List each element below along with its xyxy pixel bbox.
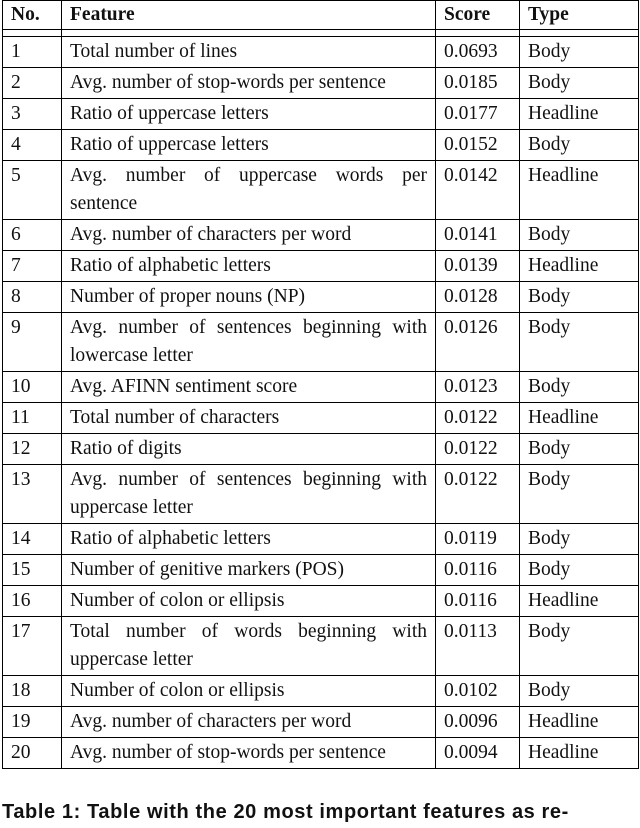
table-row [3, 465, 639, 524]
row-feature: Number of colon or ellipsis [62, 586, 436, 617]
header-feature: Feature [62, 1, 436, 30]
table-row [3, 313, 639, 372]
header-no: No. [3, 1, 62, 30]
row-feature: Avg. number of sentences beginning with uppercase letter [62, 465, 436, 524]
row-number: 16 [3, 586, 62, 617]
table-row [3, 403, 639, 434]
row-feature: Total number of words beginning with uppercase letter [62, 617, 436, 676]
row-feature: Number of proper nouns (NP) [62, 282, 436, 313]
row-type: Headline [520, 99, 639, 130]
row-number: 3 [3, 99, 62, 130]
row-type: Body [520, 313, 639, 372]
row-number: 5 [3, 161, 62, 220]
row-score: 0.0096 [436, 707, 520, 738]
row-type: Headline [520, 161, 639, 220]
row-number: 9 [3, 313, 62, 372]
row-score: 0.0122 [436, 403, 520, 434]
row-score: 0.0102 [436, 676, 520, 707]
row-feature: Number of colon or ellipsis [62, 676, 436, 707]
row-score: 0.0177 [436, 99, 520, 130]
table-row [3, 434, 639, 465]
row-score: 0.0152 [436, 130, 520, 161]
row-number: 15 [3, 555, 62, 586]
row-feature: Avg. AFINN sentiment score [62, 372, 436, 403]
row-type: Body [520, 37, 639, 68]
row-score: 0.0185 [436, 68, 520, 99]
row-score: 0.0119 [436, 524, 520, 555]
row-score: 0.0128 [436, 282, 520, 313]
row-number: 4 [3, 130, 62, 161]
row-score: 0.0126 [436, 313, 520, 372]
row-feature: Number of genitive markers (POS) [62, 555, 436, 586]
table-row [3, 130, 639, 161]
row-score: 0.0122 [436, 465, 520, 524]
row-feature: Ratio of uppercase letters [62, 99, 436, 130]
table-row [3, 220, 639, 251]
row-type: Headline [520, 586, 639, 617]
row-type: Body [520, 524, 639, 555]
row-type: Headline [520, 251, 639, 282]
row-feature: Total number of lines [62, 37, 436, 68]
row-feature: Total number of characters [62, 403, 436, 434]
row-score: 0.0122 [436, 434, 520, 465]
table-row [3, 617, 639, 676]
row-number: 20 [3, 738, 62, 769]
row-score: 0.0094 [436, 738, 520, 769]
row-type: Body [520, 130, 639, 161]
table-row [3, 161, 639, 220]
row-feature: Ratio of uppercase letters [62, 130, 436, 161]
table-row [3, 68, 639, 99]
table-row [3, 707, 639, 738]
row-type: Body [520, 68, 639, 99]
row-number: 19 [3, 707, 62, 738]
row-feature: Avg. number of uppercase words per sentence [62, 161, 436, 220]
row-score: 0.0693 [436, 37, 520, 68]
table-row [3, 99, 639, 130]
row-type: Headline [520, 738, 639, 769]
row-number: 12 [3, 434, 62, 465]
table-row [3, 524, 639, 555]
row-score: 0.0123 [436, 372, 520, 403]
table-row [3, 586, 639, 617]
header-score: Score [436, 1, 520, 30]
row-number: 10 [3, 372, 62, 403]
row-feature: Ratio of alphabetic letters [62, 524, 436, 555]
row-number: 17 [3, 617, 62, 676]
row-feature: Avg. number of characters per word [62, 707, 436, 738]
row-type: Body [520, 555, 639, 586]
table-row [3, 555, 639, 586]
row-score: 0.0141 [436, 220, 520, 251]
table-row [3, 251, 639, 282]
row-number: 14 [3, 524, 62, 555]
row-number: 6 [3, 220, 62, 251]
row-score: 0.0113 [436, 617, 520, 676]
row-score: 0.0142 [436, 161, 520, 220]
table-body [3, 37, 639, 769]
row-type: Body [520, 372, 639, 403]
row-type: Body [520, 465, 639, 524]
row-number: 2 [3, 68, 62, 99]
row-number: 7 [3, 251, 62, 282]
row-score: 0.0139 [436, 251, 520, 282]
row-number: 1 [3, 37, 62, 68]
row-type: Headline [520, 707, 639, 738]
row-type: Body [520, 434, 639, 465]
table-caption: Table 1: Table with the 20 most important features as re- [2, 801, 569, 823]
row-number: 11 [3, 403, 62, 434]
table-row [3, 372, 639, 403]
header-type: Type [520, 1, 639, 30]
table-row [3, 37, 639, 68]
row-type: Body [520, 220, 639, 251]
row-feature: Ratio of alphabetic letters [62, 251, 436, 282]
table-row [3, 738, 639, 769]
row-type: Headline [520, 403, 639, 434]
row-type: Body [520, 617, 639, 676]
row-type: Body [520, 282, 639, 313]
row-score: 0.0116 [436, 555, 520, 586]
table-row [3, 282, 639, 313]
row-feature: Avg. number of stop-words per sentence [62, 738, 436, 769]
table-header [3, 1, 639, 37]
row-number: 8 [3, 282, 62, 313]
row-feature: Avg. number of stop-words per sentence [62, 68, 436, 99]
row-feature: Ratio of digits [62, 434, 436, 465]
table-row [3, 676, 639, 707]
row-number: 13 [3, 465, 62, 524]
row-feature: Avg. number of sentences beginning with lowercase letter [62, 313, 436, 372]
features-table [2, 0, 639, 769]
row-feature: Avg. number of characters per word [62, 220, 436, 251]
row-type: Body [520, 676, 639, 707]
row-score: 0.0116 [436, 586, 520, 617]
row-number: 18 [3, 676, 62, 707]
